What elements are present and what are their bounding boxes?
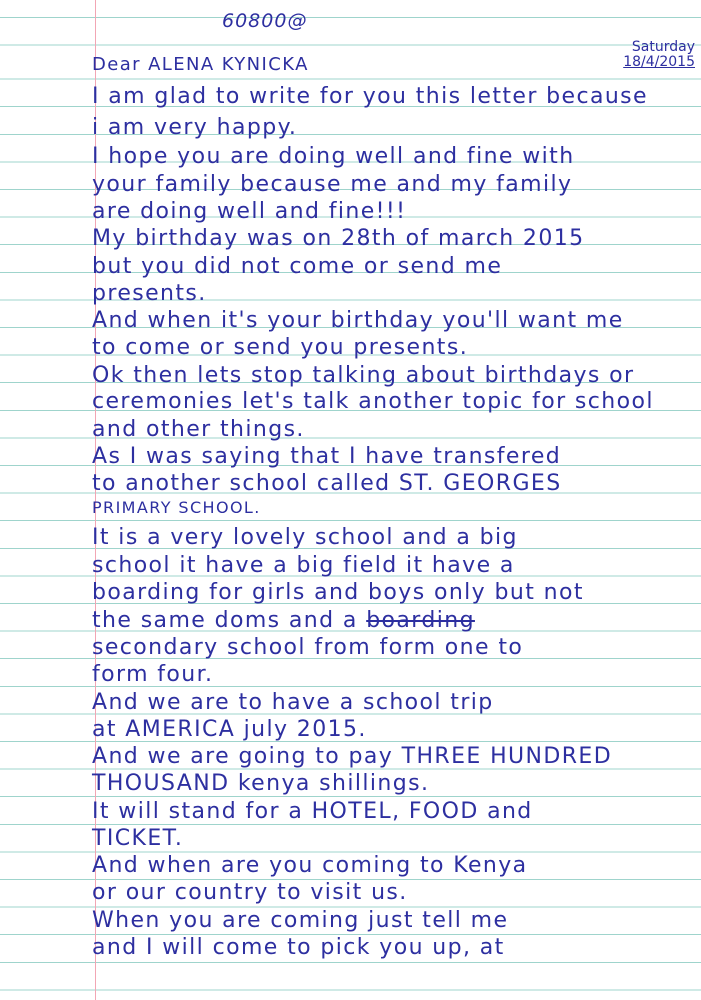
- letter-line: i am very happy.: [92, 115, 298, 140]
- letter-line: school it have a big field it have a: [92, 553, 515, 578]
- letter-line: I am glad to write for you this letter because: [92, 84, 648, 109]
- letter-line: are doing well and fine!!!: [92, 199, 407, 224]
- salutation: Dear ALENA KYNICKA: [92, 54, 309, 75]
- letter-line: presents.: [92, 281, 207, 306]
- letter-date-value: 18/4/2015: [623, 53, 695, 70]
- crossed-out-word: boarding: [366, 608, 475, 633]
- letter-line: at AMERICA july 2015.: [92, 717, 367, 742]
- letter-line: Ok then lets stop talking about birthdays or: [92, 363, 635, 388]
- letter-line: My birthday was on 28th of march 2015: [92, 226, 585, 251]
- letter-line: and I will come to pick you up, at: [92, 935, 505, 960]
- letter-line: or our country to visit us.: [92, 880, 408, 905]
- letter-line: boarding for girls and boys only but not: [92, 580, 584, 605]
- letter-date: [623, 40, 695, 69]
- letter-line: and other things.: [92, 417, 305, 442]
- letter-line: It is a very lovely school and a big: [92, 525, 518, 550]
- letter-line: THOUSAND kenya shillings.: [92, 771, 430, 796]
- letter-line: but you did not come or send me: [92, 254, 503, 279]
- letter-line-text: the same doms and a: [92, 608, 358, 633]
- letter-line: PRIMARY SCHOOL.: [92, 498, 261, 517]
- letter-line: your family because me and my family: [92, 172, 573, 197]
- letter-line: I hope you are doing well and fine with: [92, 144, 575, 169]
- letter-line: It will stand for a HOTEL, FOOD and: [92, 799, 533, 824]
- letter-line: And we are going to pay THREE HUNDRED: [92, 744, 613, 769]
- letter-day: Saturday: [631, 39, 695, 55]
- letter-line: secondary school from form one to: [92, 635, 524, 660]
- letter-line: to another school called ST. GEORGES: [92, 471, 562, 496]
- letter-line: form four.: [92, 662, 214, 687]
- letter-line: TICKET.: [92, 826, 184, 851]
- letter-line: As I was saying that I have transfered: [92, 444, 562, 469]
- reference-number: 60800@: [222, 10, 308, 32]
- letter-line: And when are you coming to Kenya: [92, 853, 528, 878]
- letter-line: [92, 610, 475, 632]
- letter-line: And when it's your birthday you'll want me: [92, 308, 624, 333]
- letter-line: ceremonies let's talk another topic for school: [92, 389, 654, 414]
- letter-line: And we are to have a school trip: [92, 690, 494, 715]
- letter-line: When you are coming just tell me: [92, 908, 509, 933]
- letter-line: to come or send you presents.: [92, 335, 469, 360]
